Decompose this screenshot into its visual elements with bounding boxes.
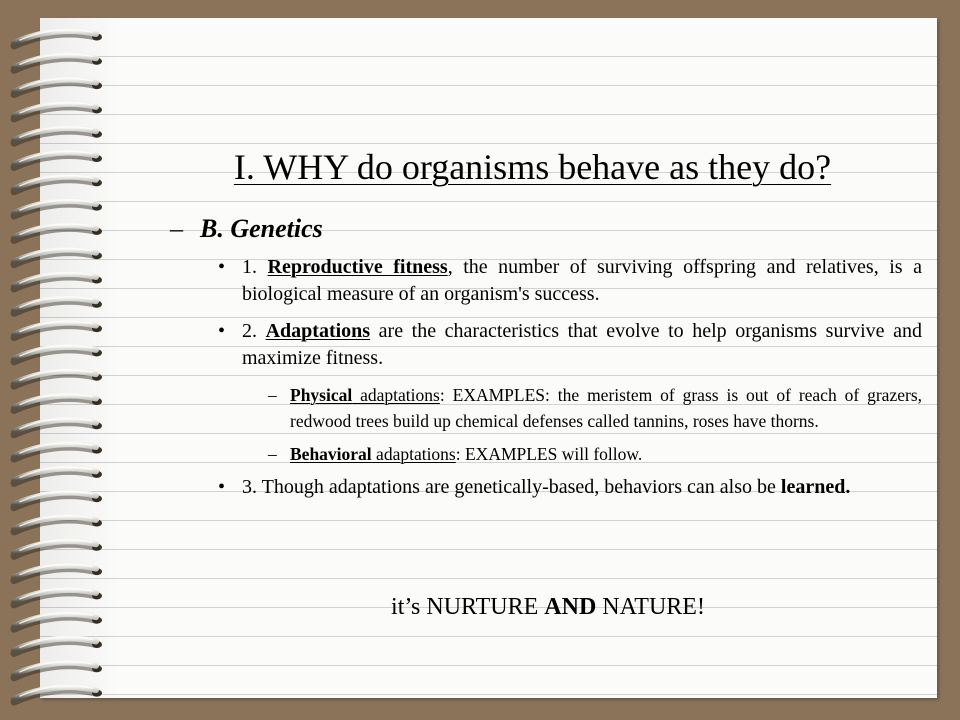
sub-dash: – xyxy=(268,444,277,464)
spiral-coil xyxy=(14,564,102,580)
slide-title: I. WHY do organisms behave as they do? xyxy=(233,147,832,187)
point-text: 3. Though adaptations are genetically-based, behaviors can also be xyxy=(242,476,781,498)
spiral-coil xyxy=(14,443,102,459)
emphasis-learned: learned. xyxy=(780,476,851,498)
sub-dash: – xyxy=(268,385,277,405)
spiral-coil xyxy=(14,370,102,386)
section-label: B. Genetics xyxy=(200,214,323,243)
bullet-point-2 xyxy=(212,318,922,372)
spiral-coil xyxy=(14,103,102,119)
sub-term-physical: Physical xyxy=(290,385,353,405)
spiral-coil xyxy=(14,491,102,507)
slide-body xyxy=(170,214,922,511)
point-prefix: 2. xyxy=(242,320,266,342)
sub-term-adaptations: adaptations xyxy=(371,444,456,464)
sub-text: : EXAMPLES will follow. xyxy=(455,444,643,464)
sub-term-behavioral: Behavioral xyxy=(290,444,372,464)
term-adaptations: Adaptations xyxy=(265,320,371,342)
sub-point-physical xyxy=(268,382,922,434)
closing-after: NATURE! xyxy=(596,594,705,620)
spiral-coil xyxy=(14,54,102,70)
spiral-coil xyxy=(14,200,102,216)
spiral-coil xyxy=(14,661,102,677)
bullet-point-1 xyxy=(212,254,922,308)
spiral-coil xyxy=(14,297,102,313)
sub-point-behavioral xyxy=(268,441,922,467)
spiral-coil xyxy=(14,127,102,143)
term-reproductive-fitness: Reproductive fitness xyxy=(267,256,448,278)
closing-before: it’s NURTURE xyxy=(391,594,545,620)
spiral-coil xyxy=(14,394,102,410)
spiral-coil xyxy=(14,613,102,629)
spiral-coil xyxy=(14,346,102,362)
section-heading xyxy=(170,214,922,244)
section-dash: – xyxy=(170,214,183,243)
bullet-icon: • xyxy=(218,256,226,278)
point-text: , the number of surviving offspring and relatives, is a biological measure of an organism's success. xyxy=(242,256,922,305)
point-prefix: 1. xyxy=(242,256,268,278)
spiral-coil xyxy=(14,418,102,434)
bullet-icon: • xyxy=(218,320,226,342)
spiral-coil xyxy=(14,78,102,94)
spiral-coil xyxy=(14,516,102,532)
point-text: are the characteristics that evolve to help organisms survive and maximize fitness. xyxy=(242,320,923,369)
spiral-coil xyxy=(14,224,102,240)
spiral-coil xyxy=(14,589,102,605)
spiral-coil xyxy=(14,151,102,167)
spiral-coil xyxy=(14,175,102,191)
spiral-binding-icon xyxy=(0,0,120,720)
bullet-point-3 xyxy=(212,474,922,501)
spiral-coil xyxy=(14,686,102,702)
spiral-coils xyxy=(0,0,120,720)
spiral-coil xyxy=(14,467,102,483)
spiral-coil xyxy=(14,321,102,337)
sub-text: : EXAMPLES: the meristem of grass is out of reach of grazers, redwood trees build up chemical defenses called tannins, roses have thorns. xyxy=(290,385,922,431)
spiral-coil xyxy=(14,248,102,264)
sub-term-adaptations: adaptations xyxy=(352,385,440,405)
spiral-coil xyxy=(14,273,102,289)
bullet-icon: • xyxy=(218,476,226,498)
closing-and: AND xyxy=(544,594,597,620)
closing-statement xyxy=(120,594,960,621)
spiral-coil xyxy=(14,30,102,46)
spiral-coil xyxy=(14,637,102,653)
spiral-coil xyxy=(14,540,102,556)
